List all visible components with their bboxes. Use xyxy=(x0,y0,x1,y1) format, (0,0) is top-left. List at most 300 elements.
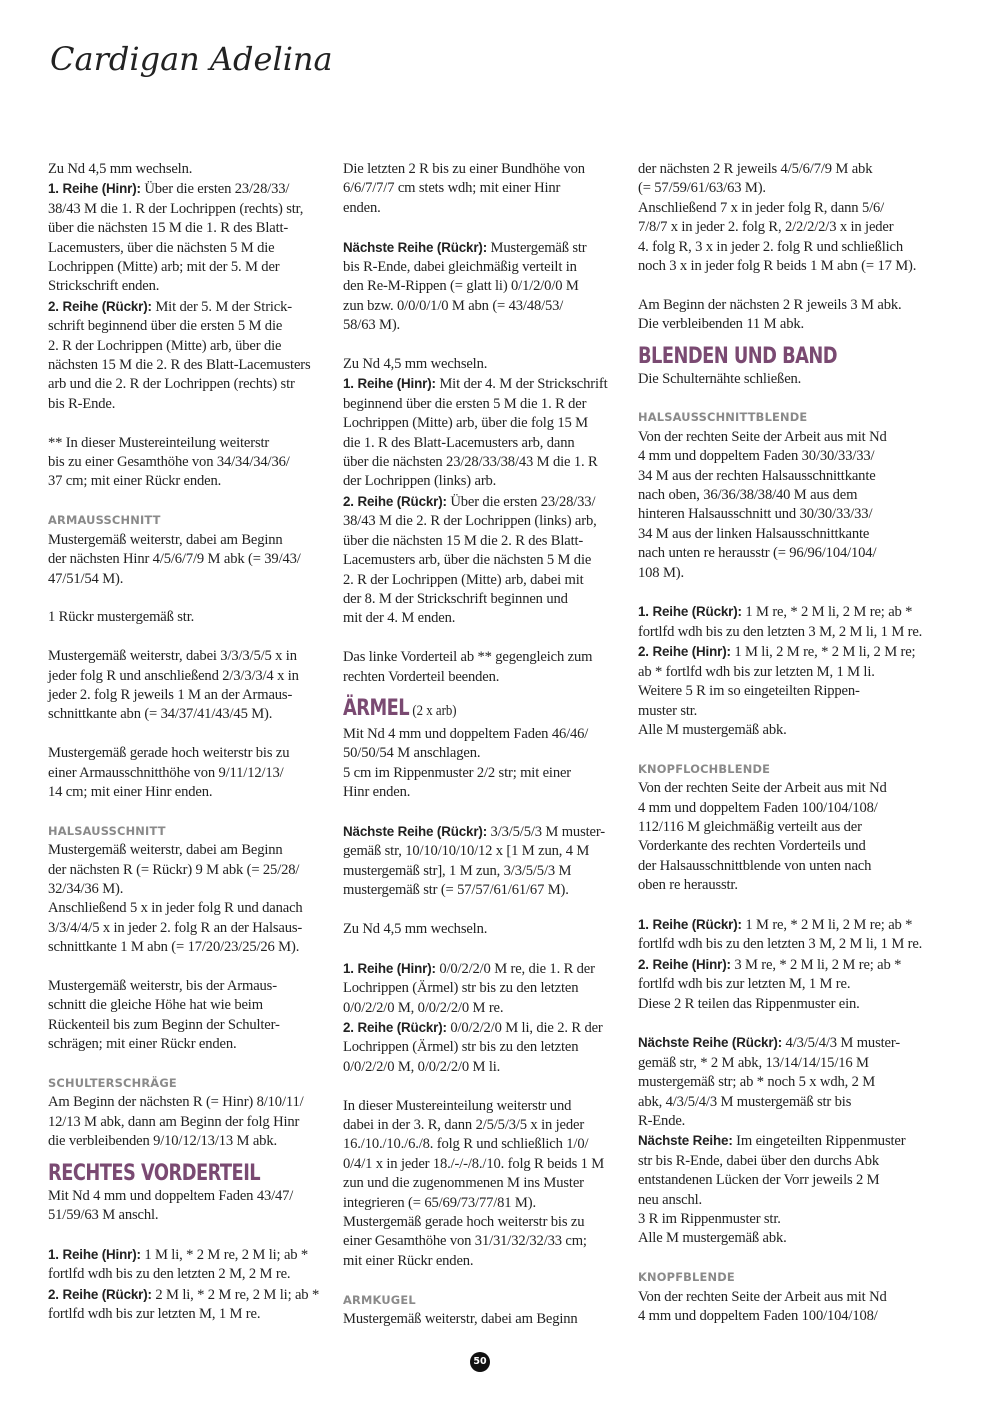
text-line-content: 34 M aus der rechten Halsausschnittkante xyxy=(638,467,876,484)
text-line-content: den Re-M-Rippen (= glatt li) 0/1/2/0/0 M xyxy=(343,278,579,295)
text-line xyxy=(48,938,330,957)
row-label: 2. Reihe (Hinr): xyxy=(638,644,731,660)
text-line-content: nach unten re herausstr (= 96/96/104/104/ xyxy=(638,545,877,562)
text-line-content: mit einer Rückr enden. xyxy=(343,1252,474,1269)
text-line-content: Mit der 5. M der Strick- xyxy=(151,298,292,315)
section-heading-note: (2 x arb) xyxy=(409,702,457,719)
text-line xyxy=(48,453,330,472)
text-line-content: Mustergemäß weiterstr, dabei am Beginn xyxy=(48,842,283,859)
text-line-content: Lochrippen (Ärmel) str bis zu den letzten xyxy=(343,980,579,997)
text-line-content: 1 Rückr mustergemäß str. xyxy=(48,609,195,626)
text-line xyxy=(48,647,330,666)
text-line xyxy=(343,842,625,861)
text-line-content: Mit Nd 4 mm und doppeltem Faden 46/46/ xyxy=(343,725,589,742)
text-line-content: fortlfd wdh bis zu den letzten 2 M, 2 M re. xyxy=(48,1266,291,1283)
text-line-content: Das linke Vorderteil ab ** gegengleich zum xyxy=(343,649,593,666)
text-line xyxy=(343,1135,625,1154)
text-line-content: Lochrippen (Mitte) arb, über die folg 15 M xyxy=(343,415,588,432)
row-label: 2. Reihe (Rückr): xyxy=(343,1019,447,1035)
text-line xyxy=(343,551,625,570)
subheading: ARMKUGEL xyxy=(343,1292,416,1307)
text-line-content: integrieren (= 65/69/73/77/81 M). xyxy=(343,1194,536,1211)
text-line-content: Am Beginn der nächsten R (= Hinr) 8/10/11/ xyxy=(48,1094,304,1111)
paragraph-spacer xyxy=(638,896,920,915)
text-line-content: ab * fortlfd wdh bis zur letzten M, 1 M li. xyxy=(638,663,875,680)
row-label: Nächste Reihe (Rückr): xyxy=(638,1035,783,1051)
text-line-content: Zu Nd 4,5 mm wechseln. xyxy=(343,356,488,373)
text-line-content: Weitere 5 R im so eingeteilten Rippen- xyxy=(638,683,860,700)
text-line-content: 16./10./10./6./8. folg R und schließlich 1/0/ xyxy=(343,1136,589,1153)
text-line xyxy=(638,995,920,1014)
paragraph-spacer xyxy=(48,414,330,433)
text-line xyxy=(48,337,330,356)
subheading: KNOPFBLENDE xyxy=(638,1270,735,1285)
row-label: 1. Reihe (Rückr): xyxy=(638,604,742,620)
text-line xyxy=(343,472,625,491)
text-line-content: 14 cm; mit einer Hinr enden. xyxy=(48,783,213,800)
text-line-content: In dieser Mustereinteilung weiterstr und xyxy=(343,1097,572,1114)
text-line xyxy=(638,642,920,662)
text-line xyxy=(48,434,330,453)
text-line-content: noch 3 x in jeder folg R beids 1 M abn (= 17 M). xyxy=(638,258,917,275)
text-line xyxy=(343,590,625,609)
text-line-content: Mustergemäß weiterstr, dabei 3/3/3/5/5 x in xyxy=(48,648,297,665)
text-line-content: Zu Nd 4,5 mm wechseln. xyxy=(48,161,193,177)
text-line xyxy=(343,355,625,374)
text-line-content: Rückenteil bis zum Beginn der Schulter- xyxy=(48,1016,280,1033)
text-line xyxy=(638,1210,920,1229)
text-line xyxy=(48,356,330,375)
section-heading-text: ÄRMEL xyxy=(343,694,410,721)
text-line-content: fortlfd wdh bis zur letzten M, 1 M re. xyxy=(638,976,851,993)
text-line xyxy=(638,935,923,954)
text-line-content: einer Armausschnitthöhe von 9/11/12/13/ xyxy=(48,764,284,781)
text-line-content: Am Beginn der nächsten 2 R jeweils 3 M abk. xyxy=(638,296,902,313)
text-line xyxy=(48,608,330,627)
subheading: SCHULTERSCHRÄGE xyxy=(48,1075,177,1090)
text-line-content: Mustergemäß gerade hoch weiterstr bis zu xyxy=(48,745,290,762)
page-title: Cardigan Adelina xyxy=(50,40,333,78)
text-line xyxy=(638,682,920,701)
text-line xyxy=(48,996,330,1015)
subheading: HALSAUSSCHNITT xyxy=(48,823,166,838)
text-line xyxy=(638,296,920,315)
text-line xyxy=(48,1035,330,1054)
text-line xyxy=(343,648,625,667)
text-line-content: gemäß str, * 2 M abk, 13/14/14/15/16 M xyxy=(638,1054,869,1071)
text-line-content: Mustergemäß gerade hoch weiterstr bis zu xyxy=(343,1214,585,1231)
paragraph-spacer xyxy=(638,389,920,408)
text-line xyxy=(343,609,625,628)
text-line-content: ** In dieser Mustereinteilung weiterstr xyxy=(48,434,270,451)
text-line xyxy=(343,1213,625,1232)
text-line-content: zun und die zugenommenen M ins Muster xyxy=(343,1175,584,1192)
subheading: KNOPFLOCHBLENDE xyxy=(638,761,771,776)
text-line-content: abk, 4/3/5/4/3 M mustergemäß str bis xyxy=(638,1093,852,1110)
text-line-content: jeder folg R und anschließend 2/3/3/3/4 x in xyxy=(48,667,299,684)
text-line xyxy=(638,505,920,524)
text-line xyxy=(638,1288,920,1307)
paragraph-spacer xyxy=(638,740,920,759)
text-line xyxy=(343,1018,625,1038)
text-line-content: enden. xyxy=(343,199,381,216)
section-heading xyxy=(638,342,886,370)
text-line xyxy=(343,668,625,687)
text-line-content: nach oben, 36/36/38/38/40 M aus dem xyxy=(638,487,858,504)
text-line xyxy=(343,238,625,258)
text-line-content: Zu Nd 4,5 mm wechseln. xyxy=(343,920,488,937)
text-line-content: gemäß str, 10/10/10/10/12 x [1 M zun, 4 M xyxy=(343,843,590,860)
text-column-right xyxy=(638,160,923,1326)
text-line xyxy=(638,1054,920,1073)
text-line-content: arb und die 2. R der Lochrippen (rechts) str xyxy=(48,376,295,393)
text-line-content: beginnend über die ersten 5 M die 1. R der xyxy=(343,395,587,412)
text-line-content: Von der rechten Seite der Arbeit aus mit Nd xyxy=(638,428,887,445)
paragraph-spacer xyxy=(638,335,920,342)
text-line-content: schnitt die gleiche Höhe hat wie beim xyxy=(48,997,263,1014)
text-line xyxy=(638,857,920,876)
text-line xyxy=(638,525,920,544)
text-line-content: bis zu einer Gesamthöhe von 34/34/34/36/ xyxy=(48,454,290,471)
text-line-content: über die nächsten 23/28/33/38/43 M die 1. R xyxy=(343,454,598,471)
text-line-content: fortlfd wdh bis zur letzten M, 1 M re. xyxy=(48,1306,261,1323)
paragraph-spacer xyxy=(638,1014,920,1033)
section-heading-text: RECHTES VORDERTEIL xyxy=(48,1159,261,1186)
text-line-content: Lochrippen (Ärmel) str bis zu den letzten xyxy=(343,1039,579,1056)
subheading: HALSAUSSCHNITTBLENDE xyxy=(638,410,808,425)
text-line-content: 5 cm im Rippenmuster 2/2 str; mit einer xyxy=(343,764,572,781)
paragraph-spacer xyxy=(638,276,920,295)
text-line-content: 0/0/2/2/0 M re, die 1. R der xyxy=(435,960,595,977)
text-line-content: Alle M mustergemäß abk. xyxy=(638,721,787,738)
text-line-content: Die Schulternähte schließen. xyxy=(638,370,802,387)
text-line xyxy=(638,467,920,486)
text-line-content: Lacemusters arb, über die nächsten 5 M die xyxy=(343,552,592,569)
text-line-content: Über die ersten 23/28/33/ xyxy=(140,181,290,198)
text-line xyxy=(343,1252,625,1271)
text-line-content: 3/3/4/4/5 x in jeder 2. folg R an der Halsaus- xyxy=(48,919,303,936)
text-line-content: die verbleibenden 9/10/12/13/13 M abk. xyxy=(48,1133,277,1150)
text-line xyxy=(638,370,920,389)
paragraph-spacer xyxy=(343,1271,625,1290)
text-line xyxy=(48,686,330,705)
text-line xyxy=(48,764,330,783)
paragraph-spacer xyxy=(343,687,625,694)
text-line xyxy=(48,395,330,414)
row-label: Nächste Reihe (Rückr): xyxy=(343,239,488,255)
text-line-content: schnittkante 1 M abn (= 17/20/23/25/26 M). xyxy=(48,939,300,956)
row-label: 1. Reihe (Hinr): xyxy=(48,181,141,197)
paragraph-spacer xyxy=(343,803,625,822)
text-line xyxy=(48,667,330,686)
text-line-content: nächsten 15 M die 2. R des Blatt-Lacemusters xyxy=(48,357,311,374)
paragraph-spacer xyxy=(48,589,330,608)
text-line-content: 2. R der Lochrippen (Mitte) arb, über die xyxy=(48,337,282,354)
text-line xyxy=(638,876,920,895)
text-line xyxy=(343,881,625,900)
text-line-content: rechten Vorderteil beenden. xyxy=(343,668,500,685)
text-line-content: Diese 2 R teilen das Rippenmuster ein. xyxy=(638,995,860,1012)
text-line xyxy=(48,705,330,724)
paragraph-spacer xyxy=(343,218,625,237)
text-line xyxy=(343,1038,625,1057)
text-column-left xyxy=(48,160,330,1324)
paragraph-spacer xyxy=(48,1225,330,1244)
text-line xyxy=(343,862,625,881)
text-line-content: 37 cm; mit einer Rückr enden. xyxy=(48,473,222,490)
text-line xyxy=(638,486,920,505)
text-line xyxy=(343,959,625,979)
text-line xyxy=(343,822,625,842)
section-heading xyxy=(48,1159,296,1187)
text-line-content: muster str. xyxy=(638,702,698,719)
text-line-content: dabei in der 3. R, dann 2/5/5/3/5 x in jeder xyxy=(343,1116,585,1133)
text-line xyxy=(48,880,330,899)
section-heading xyxy=(343,694,591,725)
text-line-content: der Lochrippen (links) arb. xyxy=(343,473,497,490)
paragraph-spacer xyxy=(638,1249,920,1268)
text-line xyxy=(343,258,625,277)
text-line-content: 38/43 M die 2. R der Lochrippen (links) arb, xyxy=(343,513,597,530)
text-line-content: 50/50/54 M anschlagen. xyxy=(343,745,481,762)
text-line-content: 47/51/54 M). xyxy=(48,570,124,587)
text-line xyxy=(343,453,625,472)
text-column-middle xyxy=(343,160,625,1329)
text-line xyxy=(48,899,330,918)
subheading: ARMAUSSCHNITT xyxy=(48,513,161,528)
text-line xyxy=(48,297,330,317)
text-line xyxy=(343,725,625,744)
text-line xyxy=(48,531,330,550)
text-line-content: der nächsten Hinr 4/5/6/7/9 M abk (= 39/43/ xyxy=(48,551,301,568)
text-line xyxy=(638,818,920,837)
text-line xyxy=(638,702,920,721)
text-line-content: Die letzten 2 R bis zu einer Bundhöhe von xyxy=(343,161,585,177)
text-line xyxy=(48,200,330,219)
text-line-content: 2. R der Lochrippen (Mitte) arb, dabei mit xyxy=(343,571,584,588)
text-line-content: fortlfd wdh bis zu den letzten 3 M, 2 M li, 1 M re. xyxy=(638,623,923,640)
text-line-content: mustergemäß str], 1 M zun, 3/3/5/5/3 M xyxy=(343,862,572,879)
text-line xyxy=(343,199,625,218)
text-line-content: 1 M li, * 2 M re, 2 M li; ab * xyxy=(140,1246,309,1263)
text-line-content: oben re herausstr. xyxy=(638,877,738,894)
text-line-content: Über die ersten 23/28/33/ xyxy=(446,493,596,510)
paragraph-spacer xyxy=(48,492,330,511)
text-line xyxy=(343,1232,625,1251)
text-line xyxy=(638,915,920,935)
text-line xyxy=(343,1097,625,1116)
row-label: 1. Reihe (Hinr): xyxy=(48,1246,141,1262)
text-line-content: Lochrippen (Mitte) arb; mit der 5. M der xyxy=(48,259,280,276)
text-line-content: Hinr enden. xyxy=(343,784,411,801)
text-line-content: entstandenen Lücken der Vorr jeweils 2 M xyxy=(638,1172,880,1189)
text-line xyxy=(48,277,330,296)
text-line xyxy=(343,1310,625,1329)
text-line-content: Mustergemäß weiterstr, bis der Armaus- xyxy=(48,977,277,994)
text-line xyxy=(638,179,920,198)
text-line xyxy=(638,428,920,447)
text-line xyxy=(48,239,330,258)
text-line-content: 0/0/2/2/0 M, 0/0/2/2/0 M li. xyxy=(343,1058,501,1075)
text-line xyxy=(48,1016,330,1035)
paragraph-spacer xyxy=(48,1055,330,1074)
text-line xyxy=(343,414,625,433)
text-line xyxy=(48,1285,330,1305)
text-line xyxy=(638,447,920,466)
paragraph-spacer xyxy=(343,629,625,648)
text-line xyxy=(343,1116,625,1135)
text-line xyxy=(638,1131,920,1151)
text-line xyxy=(638,199,920,218)
text-line xyxy=(343,277,625,296)
text-line-content: R-Ende. xyxy=(638,1113,686,1129)
text-line-content: 4 mm und doppeltem Faden 100/104/108/ xyxy=(638,799,878,816)
text-line xyxy=(638,837,920,856)
text-line-content: 51/59/63 M anschl. xyxy=(48,1207,159,1223)
text-line-content: Die verbleibenden 11 M abk. xyxy=(638,316,805,333)
paragraph-spacer xyxy=(48,958,330,977)
text-line xyxy=(48,919,330,938)
text-line-content: der nächsten R (= Rückr) 9 M abk (= 25/28/ xyxy=(48,861,300,878)
text-line-content: 1 M re, * 2 M li, 2 M re; ab * xyxy=(741,604,913,621)
text-line xyxy=(343,920,625,939)
text-line xyxy=(638,218,920,237)
paragraph-spacer xyxy=(343,1077,625,1096)
text-line-content: 108 M). xyxy=(638,564,684,581)
text-line-content: der 8. M der Strickschrift beginnen und xyxy=(343,590,568,607)
text-line xyxy=(48,1245,330,1265)
text-line-content: 6/6/7/7/7 cm stets wdh; mit einer Hinr xyxy=(343,180,561,197)
text-line-content: neu anschl. xyxy=(638,1191,703,1208)
row-label: Nächste Reihe (Rückr): xyxy=(343,823,488,839)
paragraph-spacer xyxy=(48,628,330,647)
text-line-content: 112/116 M gleichmäßig verteilt aus der xyxy=(638,818,862,835)
text-line-content: 58/63 M). xyxy=(343,317,401,334)
text-line xyxy=(638,721,920,740)
text-line-content: 0/0/2/2/0 M, 0/0/2/2/0 M re. xyxy=(343,999,504,1016)
text-line xyxy=(48,861,330,880)
text-line-content: mustergemäß str (= 57/57/61/61/67 M). xyxy=(343,882,569,899)
text-line xyxy=(343,395,625,414)
text-line-content: zun bzw. 0/0/0/1/0 M abn (= 43/48/53/ xyxy=(343,297,564,314)
text-line xyxy=(48,317,330,336)
text-line-content: 4. folg R, 3 x in jeder 2. folg R und schließlich xyxy=(638,238,904,255)
text-line xyxy=(48,1206,330,1225)
text-line-content: bis R-Ende. xyxy=(48,395,116,412)
text-line xyxy=(48,550,330,569)
text-line-content: (= 57/59/61/63/63 M). xyxy=(638,180,766,197)
text-line xyxy=(343,179,625,198)
text-line xyxy=(48,783,330,802)
text-line xyxy=(48,841,330,860)
row-label: 1. Reihe (Rückr): xyxy=(638,916,742,932)
section-heading-text: BLENDEN UND BAND xyxy=(638,342,838,369)
row-label: 2. Reihe (Rückr): xyxy=(48,298,152,314)
row-label: 2. Reihe (Hinr): xyxy=(638,956,731,972)
text-line-content: 3/3/5/5/3 M muster- xyxy=(487,823,605,840)
text-line xyxy=(638,1093,920,1112)
text-line-content: fortlfd wdh bis zu den letzten 3 M, 2 M li, 1 M re. xyxy=(638,936,923,953)
text-line xyxy=(48,219,330,238)
text-line xyxy=(638,238,920,257)
row-label: Nächste Reihe: xyxy=(638,1133,733,1149)
text-line xyxy=(343,374,625,394)
text-line xyxy=(638,955,920,975)
paragraph-spacer xyxy=(638,583,920,602)
text-line xyxy=(48,1093,330,1112)
text-line xyxy=(343,979,625,998)
text-line xyxy=(343,783,625,802)
text-line xyxy=(343,512,625,531)
text-line-content: schrägen; mit einer Rückr enden. xyxy=(48,1036,237,1053)
row-label: 1. Reihe (Hinr): xyxy=(343,960,436,976)
text-line xyxy=(638,1152,920,1171)
text-line-content: Alle M mustergemäß abk. xyxy=(638,1230,787,1247)
text-line xyxy=(638,1171,920,1190)
text-line-content: über die nächsten 15 M die 1. R des Blatt- xyxy=(48,220,289,237)
text-line-content: einer Gesamthöhe von 31/31/32/32/33 cm; xyxy=(343,1233,587,1250)
text-line-content: Anschließend 5 x in jeder folg R und danach xyxy=(48,900,303,917)
text-line-content: 34 M aus der linken Halsausschnittkante xyxy=(638,525,870,542)
paragraph-spacer xyxy=(48,725,330,744)
text-line xyxy=(638,564,920,583)
text-line-content: der Halsausschnittblende von unten nach xyxy=(638,857,872,874)
text-line-content: der nächsten 2 R jeweils 4/5/6/7/9 M abk xyxy=(638,161,873,177)
text-line-content: bis R-Ende, dabei gleichmäßig verteilt in xyxy=(343,259,577,276)
text-line xyxy=(48,160,330,179)
text-line xyxy=(638,602,920,622)
text-line xyxy=(48,472,330,491)
text-line-content: Lacemusters, über die nächsten 5 M die xyxy=(48,239,275,256)
text-line-content: Mustergemäß weiterstr, dabei am Beginn xyxy=(343,1311,578,1328)
text-line xyxy=(343,1194,625,1213)
text-line-content: mit der 4. M enden. xyxy=(343,610,456,627)
text-line xyxy=(343,434,625,453)
text-line-content: jeder 2. folg R jeweils 1 M an der Armaus- xyxy=(48,686,293,703)
text-line-content: hinteren Halsausschnitt und 30/30/33/33/ xyxy=(638,506,873,523)
text-line xyxy=(638,544,920,563)
text-line xyxy=(343,764,625,783)
paragraph-spacer xyxy=(48,802,330,821)
text-line xyxy=(638,1229,920,1248)
text-line xyxy=(638,1307,920,1326)
row-label: 2. Reihe (Rückr): xyxy=(343,493,447,509)
text-line-content: Mit Nd 4 mm und doppeltem Faden 43/47/ xyxy=(48,1187,294,1204)
text-line-content: 4/3/5/4/3 M muster- xyxy=(782,1035,900,1052)
paragraph-spacer xyxy=(343,939,625,958)
text-line xyxy=(48,1187,330,1206)
text-line-content: 2 M li, * 2 M re, 2 M li; ab * xyxy=(151,1286,320,1303)
text-line xyxy=(343,532,625,551)
text-line xyxy=(638,1112,920,1131)
text-line-content: str bis R-Ende, dabei über den durchs Abk xyxy=(638,1152,880,1169)
text-line xyxy=(638,1191,920,1210)
text-line xyxy=(343,297,625,316)
text-line xyxy=(343,316,625,335)
text-line-content: 12/13 M abk, dann am Beginn der folg Hinr xyxy=(48,1113,300,1130)
text-line-content: schnittkante abn (= 34/37/41/43/45 M). xyxy=(48,706,273,723)
text-line-content: 7/8/7 x in jeder 2. folg R, 2/2/2/2/3 x in jeder xyxy=(638,219,894,236)
text-line-content: 3 M re, * 2 M li, 2 M re; ab * xyxy=(730,956,902,973)
row-label: 2. Reihe (Rückr): xyxy=(48,1286,152,1302)
text-line-content: 1 M re, * 2 M li, 2 M re; ab * xyxy=(741,916,913,933)
text-line xyxy=(48,570,330,589)
text-line-content: 4 mm und doppeltem Faden 100/104/108/ xyxy=(638,1308,878,1325)
text-line xyxy=(48,1265,330,1284)
text-line xyxy=(638,160,920,179)
text-line xyxy=(48,977,330,996)
text-line xyxy=(343,571,625,590)
